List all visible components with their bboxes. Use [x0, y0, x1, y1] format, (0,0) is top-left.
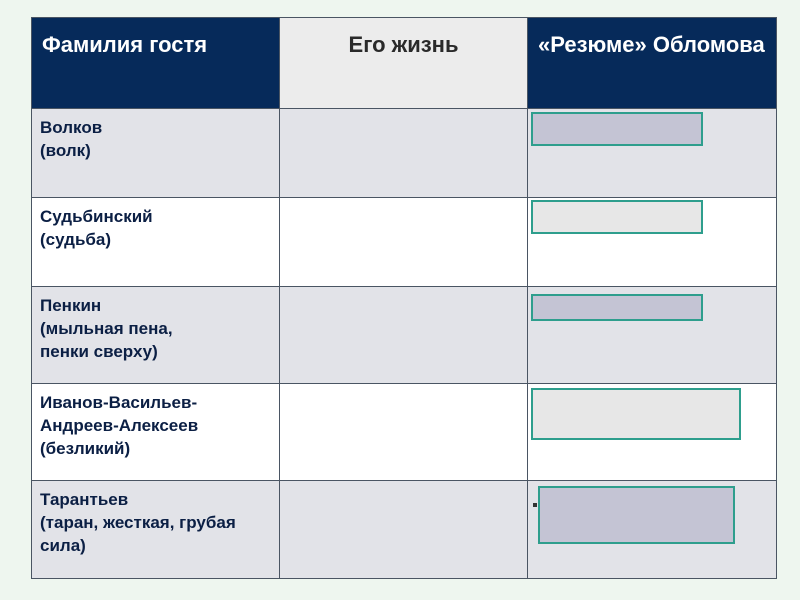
guest-name-cell [32, 198, 280, 287]
resume-cell [528, 287, 777, 384]
resume-placeholder-box[interactable] [531, 200, 703, 234]
guest-name: Тарантьев (таран, жесткая, грубая сила) [40, 490, 236, 555]
header-oblomov-resume [528, 18, 777, 109]
guest-name: Пенкин (мыльная пена, пенки сверху) [40, 296, 173, 361]
guest-name: Волков (волк) [40, 118, 103, 160]
header-guest-surname [32, 18, 280, 109]
header-guest-surname-label: Фамилия гостя [42, 32, 208, 57]
resume-placeholder-box[interactable] [531, 112, 703, 146]
table-row [32, 109, 777, 198]
table-row [32, 481, 777, 579]
resume-placeholder-box[interactable] [531, 294, 703, 321]
guest-life-cell [280, 109, 528, 198]
guest-life-cell [280, 287, 528, 384]
resume-cell [528, 198, 777, 287]
guest-life-cell [280, 384, 528, 481]
resume-placeholder-box[interactable] [531, 388, 741, 440]
table-row [32, 384, 777, 481]
guest-life-cell [280, 198, 528, 287]
guest-name-cell [32, 481, 280, 579]
guest-name-cell [32, 287, 280, 384]
guest-name-cell [32, 109, 280, 198]
guest-name: Иванов-Васильев- Андреев-Алексеев (безликий) [40, 393, 199, 458]
table-row [32, 287, 777, 384]
resume-placeholder-box[interactable] [538, 486, 735, 544]
table-header-row [32, 18, 777, 109]
guest-name: Судьбинский (судьба) [40, 207, 153, 249]
header-his-life [280, 18, 528, 109]
table-row [32, 198, 777, 287]
guest-life-cell [280, 481, 528, 579]
resume-cell [528, 109, 777, 198]
stray-mark [533, 503, 537, 507]
resume-cell [528, 384, 777, 481]
resume-cell [528, 481, 777, 579]
guests-table [31, 17, 777, 579]
header-oblomov-resume-label: «Резюме» Обломова [538, 32, 765, 57]
guest-name-cell [32, 384, 280, 481]
header-his-life-label: Его жизнь [348, 32, 459, 57]
